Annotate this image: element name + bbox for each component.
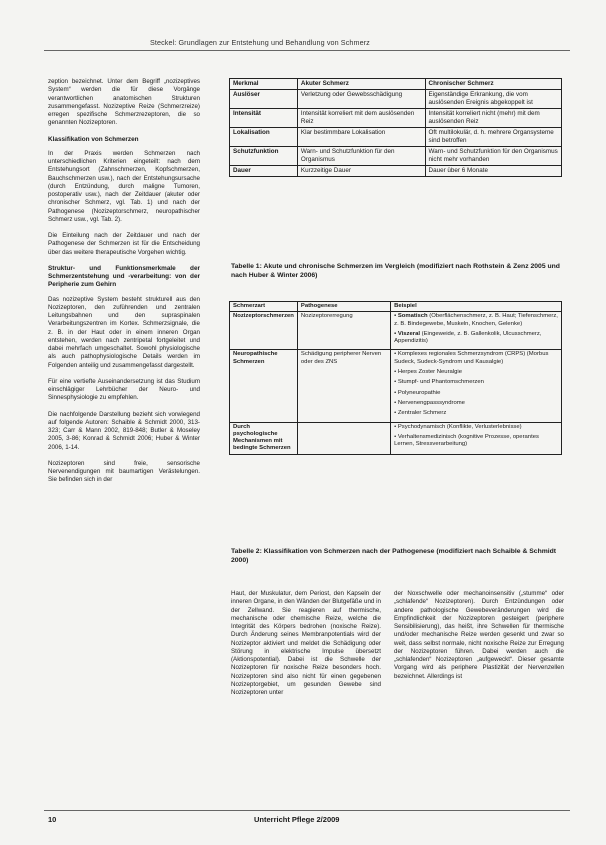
list-item	[394, 313, 558, 328]
example-term: • Somatisch	[394, 313, 428, 320]
table1-cell: Schutzfunktion	[230, 147, 298, 166]
table1-header-cell: Akuter Schmerz	[297, 79, 425, 90]
table2-header-cell: Schmerzart	[230, 302, 298, 312]
list-item: • Psychodynamisch (Konflikte, Verlusterlebnisse)	[394, 423, 522, 430]
table1-header-cell: Merkmal	[230, 79, 298, 90]
table-row	[230, 166, 562, 177]
table1-cell: Warn- und Schutzfunktion für den Organismus	[297, 147, 425, 166]
table1-cell: Dauer über 6 Monate	[425, 166, 561, 177]
table1-cell: Klar bestimmbare Lokalisation	[297, 128, 425, 147]
table2-pathogenesis-cell: Nozizeptorerregung	[297, 312, 390, 350]
table2-caption: Tabelle 2: Klassifikation von Schmerzen nach der Pathogenese (modifiziert nach Schaible & Schmidt 2000)	[231, 548, 557, 564]
running-title: Steckel: Grundlagen zur Entstehung und Behandlung von Schmerz	[150, 38, 370, 47]
right-paragraph: der Noxschwelle oder mechanoinsensitiv („stumme“ oder „schlafende“ Nozizeptoren). Durch Entzündungen oder andere pathologische Gewebeveränderungen wird die Empfindlichkeit der Nozizeptoren gesteigert (periphere Sensibilisierung), das heißt, ihre Schwellen für thermische und/oder mechanische Reize werden gesenkt und zwar so weit, dass selbst normale, nicht noxische Reize zur Erregung der Nozizeptoren führen. Dabei werden auch die „schlafenden“ Nozizeptoren „aufgeweckt“. Dieser gesamte Vorgang wird als periphere Plastizität der Nervenzellen bezeichnet. Allerdings ist	[394, 590, 564, 680]
structure-paragraph: Das nozizeptive System besteht strukturell aus den Nozizeptoren, den zuführenden und zentralen Leitungsbahnen und den supraspinalen Verarbeitungszentren im Kortex. Schmerzsignale, die z. B. in der Haut oder in einem inneren Organ entstehen, werden nach zentripetal fortgeleitet und dabei mehrfach umgeschaltet. Sowohl physiologische als auch pathophysiologische Details werden im Folgenden anteilig und zusammengefasst dargestellt.	[48, 295, 200, 369]
table2-header-row	[230, 302, 562, 312]
table2-type-cell: Nozizeptorschmerzen	[230, 312, 298, 350]
table-row	[230, 350, 562, 422]
table1-cell: Intensität korreliert nicht (mehr) mit dem auslösenden Reiz	[425, 109, 561, 128]
left-column	[48, 78, 200, 493]
nozizeptoren-paragraph: Nozizeptoren sind freie, sensorische Nervenendigungen mit baumartigen Verästelungen. Sie befinden sich in der	[48, 459, 200, 484]
list-item: • Stumpf- und Phantomschmerzen	[394, 379, 484, 386]
table1-cell: Kurzzeitige Dauer	[297, 166, 425, 177]
middle-paragraph: Haut, der Muskulatur, dem Periost, den Kapseln der inneren Organe, in den Wänden der Blutgefäße und in der Zellwand. Sie reagieren auf thermische, mechanische oder chemische Reize, welche die Integrität des Körpers bedrohen (noxische Reize). Durch Änderung seines Membranpotentials wird der Nozizeptor aktiviert und meldet die Schädigung oder Störung in elektrische Impulse übersetzt (Aktionspotential). Dabei ist die Schwelle der Nozizeptoren für noxische Reize besonders hoch. Nozizeptoren sind also nicht für einen gegebenen Nozizeptorgebiet, um gesunden Gewebe sind Nozizeptoren unter	[231, 590, 381, 696]
literature-paragraph: Für eine vertiefte Auseinandersetzung ist das Studium einschlägiger Lehrbücher der Neuro- und Sinnesphysiologie zu empfehlen.	[48, 377, 200, 402]
table1-header-cell: Chronischer Schmerz	[425, 79, 561, 90]
table1-cell: Intensität korreliert mit dem auslösenden Reiz	[297, 109, 425, 128]
table-row	[230, 147, 562, 166]
table-acute-chronic	[229, 78, 562, 177]
list-item: • Herpes Zoster Neuralgie	[394, 369, 462, 376]
classification-paragraph-2: Die Einteilung nach der Zeitdauer und nach der Pathogenese der Schmerzen ist für die Entscheidung über das weitere therapeutische Vorgehen wichtig.	[48, 232, 200, 256]
table1-cell: Eigenständige Erkrankung, die vom auslösenden Ereignis abgekoppelt ist	[425, 90, 561, 109]
example-text: (Eingeweide, z. B. Gallenkolik, Ulcusschmerz, Appendizitis)	[394, 330, 542, 345]
table2-examples-cell	[391, 422, 562, 454]
table-row	[230, 312, 562, 350]
table1-cell: Verletzung oder Gewebsschädigung	[297, 90, 425, 109]
list-item: • Komplexes regionales Schmerzsyndrom (CRPS) (Morbus Sudeck, Sudeck-Syndrom und Kausalgie)	[394, 351, 549, 365]
table2-header-cell: Pathogenese	[297, 302, 390, 312]
list-item: • Zentraler Schmerz	[394, 410, 447, 417]
table2-header-cell: Beispiel	[391, 302, 562, 312]
right-column	[394, 590, 564, 681]
footer-rule	[44, 810, 570, 811]
heading-structure: Struktur- und Funktionsmerkmale der Schmerzentstehung und -verarbeitung: von der Peripherie zum Gehirn	[48, 264, 200, 289]
intro-paragraph: zeption bezeichnet. Unter dem Begriff „nozizeptives System“ werden die für diese Vorgänge verantwortlichen anatomischen Strukturen zusammengefasst. Nozizeptive Reize (Schmerzreize) erregen spezifische Schmerzrezeptoren, die so genannten Nozizeptoren.	[48, 78, 200, 127]
header-rule	[44, 50, 570, 51]
list-item: • Nervenengpasssyndrome	[394, 399, 465, 406]
table2-examples-cell	[391, 350, 562, 422]
table1-cell: Auslöser	[230, 90, 298, 109]
table2-pathogenesis-cell: Schädigung peripherer Nerven oder des ZNS	[297, 350, 390, 422]
table-row	[230, 128, 562, 147]
classification-paragraph: In der Praxis werden Schmerzen nach unterschiedlichen Kriterien eingeteilt: nach dem Entstehungsort (Zahnschmerzen, Kopfschmerzen, Bauchschmerzen usw.), nach der Entstehungsursache (durch Entzündung, durch maligne Tumoren, postoperativ usw.), nach der Zeitdauer (akuter oder chronischer Schmerz, vgl. Tab. 1) und nach der Pathogenese (Nozizeptorschmerz, neuropathischer Schmerz usw., vgl. Tab. 2).	[48, 149, 200, 223]
table1-caption: Tabelle 1: Akute und chronische Schmerzen im Vergleich (modifiziert nach Rothstein & Zenz 2005 und nach Huber & Winter 2006)	[231, 263, 560, 279]
middle-column	[231, 590, 381, 697]
table1-cell: Oft multilokulär, d. h. mehrere Organsysteme sind betroffen	[425, 128, 561, 147]
table-row	[230, 109, 562, 128]
table-row	[230, 422, 562, 454]
heading-classification: Klassifikation von Schmerzen	[48, 135, 139, 143]
table2-type-cell: Durch psychologische Mechanismen mit bedingte Schmerzen	[230, 422, 298, 454]
table1-cell: Warn- und Schutzfunktion für den Organismus nicht mehr vorhanden	[425, 147, 561, 166]
table2-pathogenesis-cell	[297, 422, 390, 454]
table-row	[230, 90, 562, 109]
journal-title: Unterricht Pflege 2/2009	[254, 815, 340, 824]
example-text: (Oberflächenschmerz, z. B. Haut; Tiefenschmerz, z. B. Bindegewebe, Muskeln, Knochen, Gelenke)	[394, 313, 558, 327]
sources-paragraph: Die nachfolgende Darstellung bezieht sich vorwiegend auf folgende Autoren: Schaible & Schmidt 2000, 313-323; Carr & Mann 2002, 819-848; Butler & Moseley 2005, 3-86; Konrad & Schmidt 2006; Huber & Winter 2006, 1-14.	[48, 410, 200, 451]
table-pathogenesis	[229, 301, 562, 455]
table1-cell: Lokalisation	[230, 128, 298, 147]
table2-type-cell: Neuropathische Schmerzen	[230, 350, 298, 422]
example-term: • Viszeral	[394, 330, 420, 337]
page-number: 10	[48, 815, 57, 824]
list-item: • Verhaltensmedizinisch (kognitive Prozesse, operantes Lernen, Stressverarbeitung)	[394, 433, 539, 448]
table1-cell: Intensität	[230, 109, 298, 128]
table2-examples-cell	[391, 312, 562, 350]
list-item: • Polyneuropathie	[394, 389, 441, 396]
list-item	[394, 331, 558, 346]
table1-cell: Dauer	[230, 166, 298, 177]
table1-header-row	[230, 79, 562, 90]
